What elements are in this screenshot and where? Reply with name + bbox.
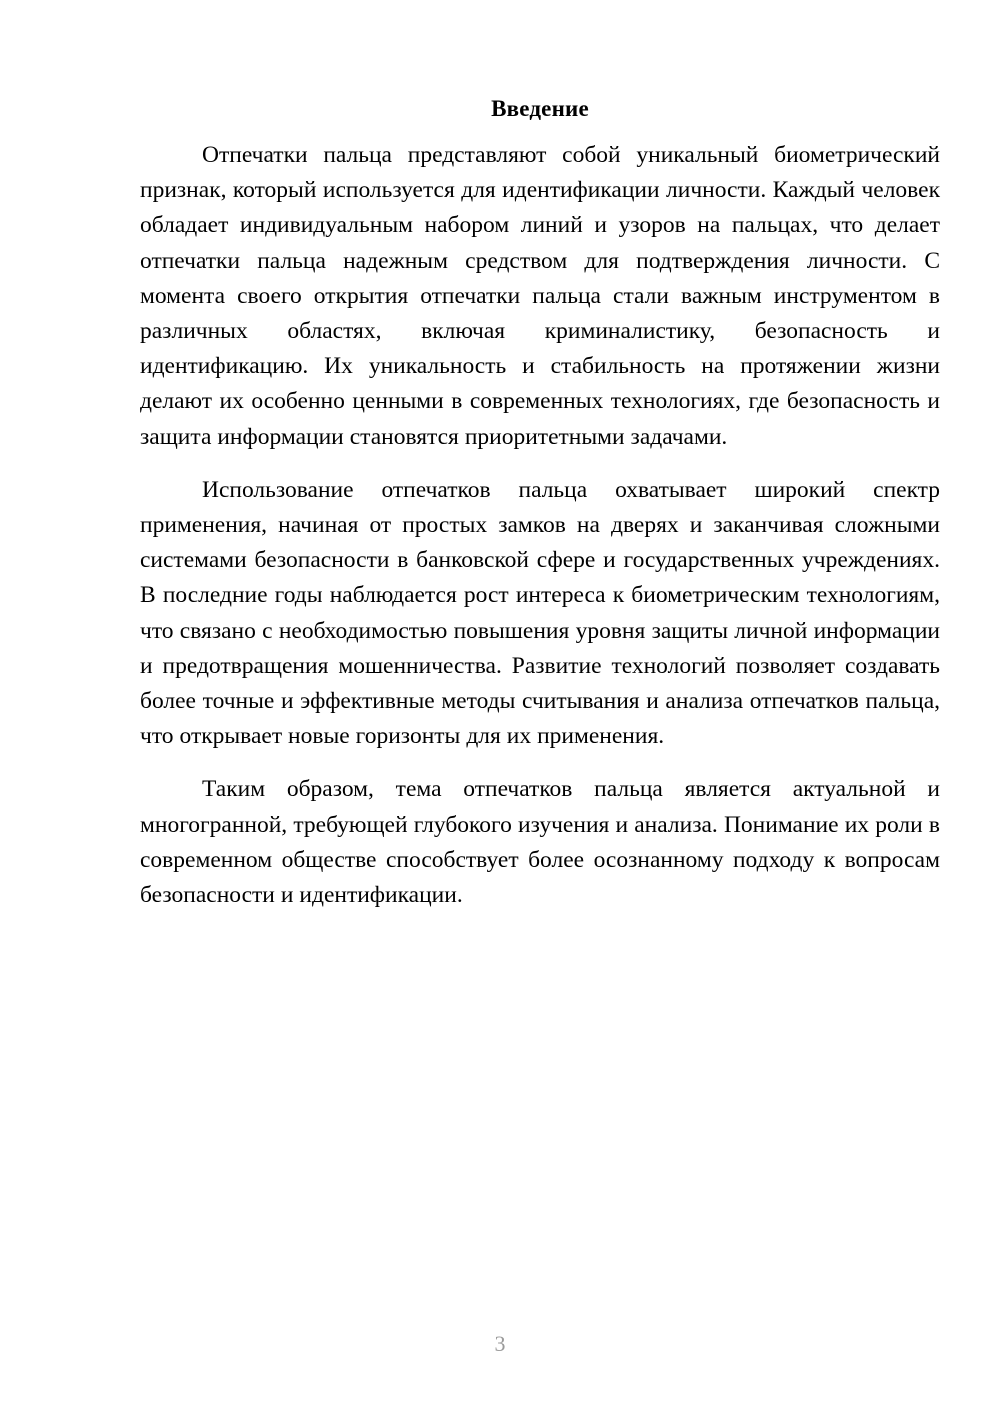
page-number: 3 — [494, 1331, 506, 1356]
paragraph-3: Таким образом, тема отпечатков пальца является актуальной и многогранной, требующей глубокого изучения и анализа. Понимание их роли в современном обществе способствует более осознанному подходу к вопросам безопасности и идентификации. — [140, 776, 940, 909]
paragraph-2: Использование отпечатков пальца охватывает широкий спектр применения, начиная от простых замков на дверях и заканчивая сложными системами безопасности в банковской сфере и государственных учреждениях. В последние годы наблюдается рост интереса к биометрическим технологиям, что связано с необходимостью повышения уровня защиты личной информации и предотвращения мошенничества. Развитие технологий позволяет создавать более точные и эффективные методы считывания и анализа отпечатков пальца, что открывает новые горизонты для их применения. — [140, 476, 940, 750]
page-title: Введение — [491, 96, 589, 121]
body-text-block — [140, 138, 940, 913]
paragraph-1: Отпечатки пальца представляют собой уникальный биометрический признак, который используется для идентификации личности. Каждый человек обладает индивидуальным набором линий и узоров на пальцах, что делает отпечатки пальца надежным средством для подтверждения личности. С момента своего открытия отпечатки пальца стали важным инструментом в различных областях, включая криминалистику, безопасность и идентификацию. Их уникальность и стабильность на протяжении жизни делают их особенно ценными в современных технологиях, где безопасность и защита информации становятся приоритетными задачами. — [140, 142, 940, 450]
